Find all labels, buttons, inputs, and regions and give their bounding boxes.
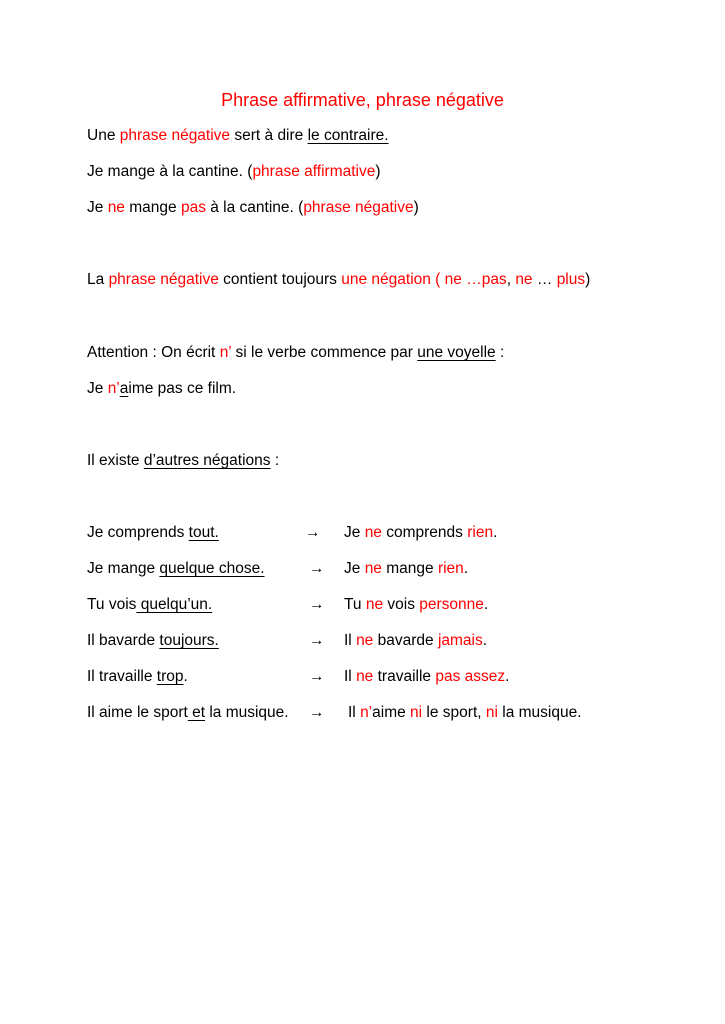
table-row-2-right: [344, 559, 468, 579]
highlight: phrase négative: [303, 199, 414, 216]
table-row-5-right: [344, 667, 509, 687]
text: Il: [348, 704, 361, 721]
table-row-6-right: [348, 703, 582, 723]
text: .: [493, 524, 498, 541]
table-row-3-left: [87, 595, 212, 615]
underlined-text: a: [119, 380, 129, 397]
text: .: [505, 668, 510, 685]
highlight: n’: [360, 704, 373, 721]
text: travaille: [373, 668, 436, 685]
underlined-text: toujours.: [159, 632, 219, 649]
arrow-icon: →: [309, 668, 325, 685]
underlined-text: le contraire.: [307, 127, 389, 144]
rule-sentence: [87, 270, 590, 290]
text: Je mange à la cantine. (: [87, 163, 253, 180]
example-affirmative: [87, 162, 381, 182]
arrow-icon: →: [309, 596, 325, 613]
text: Il: [344, 668, 357, 685]
text: si le verbe commence par: [231, 344, 418, 361]
text: ): [375, 163, 381, 180]
text: ): [585, 271, 591, 288]
highlight: plus: [556, 271, 586, 288]
text: Il existe: [87, 452, 144, 469]
text: à la cantine. (: [205, 199, 304, 216]
text: .: [482, 632, 488, 649]
arrow-icon: →: [305, 524, 321, 541]
text: ,: [506, 271, 516, 288]
text: ): [413, 199, 419, 216]
text: vois: [383, 596, 420, 613]
underlined-text: quelqu’un.: [136, 596, 213, 613]
highlight: ne: [356, 632, 374, 649]
highlight: jamais: [437, 632, 483, 649]
text: .: [463, 560, 469, 577]
table-row-2-left: [87, 559, 265, 579]
text: Je: [344, 524, 365, 541]
table-row-3-right: [344, 595, 488, 615]
text: mange: [381, 560, 438, 577]
text: aime: [372, 704, 411, 721]
text: ime pas ce film.: [128, 380, 237, 397]
text: …: [532, 271, 557, 288]
arrow-icon: →: [309, 704, 325, 721]
page-title: Phrase affirmative, phrase négative: [221, 90, 504, 110]
text: la musique.: [205, 704, 289, 721]
table-row-5-left: [87, 667, 188, 687]
text: .: [183, 668, 188, 685]
highlight: n’: [107, 380, 120, 397]
text: Je: [87, 199, 108, 216]
arrow-icon: →: [309, 632, 325, 649]
other-negations-heading: [87, 451, 279, 471]
highlight: ne: [364, 524, 382, 541]
highlight: ne: [107, 199, 125, 216]
text: :: [270, 452, 280, 469]
table-row-1-right: [344, 523, 497, 543]
highlight: phrase affirmative: [252, 163, 376, 180]
underlined-text: quelque chose.: [159, 560, 265, 577]
text: comprends: [381, 524, 468, 541]
text: la musique.: [497, 704, 582, 721]
highlight: personne: [419, 596, 484, 613]
underlined-text: tout.: [188, 524, 219, 541]
text: contient toujours: [218, 271, 342, 288]
highlight: ni: [485, 704, 498, 721]
text: mange: [124, 199, 181, 216]
highlight: phrase négative: [119, 127, 231, 144]
text: Tu vois: [87, 596, 137, 613]
highlight: rien: [437, 560, 464, 577]
highlight: ni: [410, 704, 423, 721]
highlight: pas: [180, 199, 206, 216]
text: Tu: [344, 596, 366, 613]
text: sert à dire: [230, 127, 308, 144]
intro-sentence: [87, 126, 389, 146]
text: Il: [344, 632, 357, 649]
underlined-text: trop: [156, 668, 184, 685]
highlight: ne: [515, 271, 533, 288]
text: Je comprends: [87, 524, 189, 541]
text: bavarde: [373, 632, 438, 649]
highlight: phrase négative: [108, 271, 219, 288]
underlined-text: et: [187, 704, 206, 721]
text: Une: [87, 127, 120, 144]
highlight: rien: [467, 524, 494, 541]
attention-sentence: [87, 343, 504, 363]
text: :: [495, 344, 505, 361]
text: Je mange: [87, 560, 160, 577]
highlight: ne: [364, 560, 382, 577]
text: Je: [87, 380, 108, 397]
text: Je: [344, 560, 365, 577]
table-row-6-left: [87, 703, 289, 723]
highlight: ne: [356, 668, 374, 685]
underlined-text: d’autres négations: [143, 452, 271, 469]
highlight: une négation ( ne …pas: [341, 271, 507, 288]
text: .: [483, 596, 489, 613]
highlight: ne: [365, 596, 384, 613]
text: Il aime le sport: [87, 704, 188, 721]
text: Il travaille: [87, 668, 157, 685]
text: Il bavarde: [87, 632, 160, 649]
table-row-1-left: [87, 523, 219, 543]
underlined-text: une voyelle: [417, 344, 496, 361]
highlight: n’: [219, 344, 232, 361]
table-row-4-left: [87, 631, 219, 651]
arrow-icon: →: [309, 560, 325, 577]
table-row-4-right: [344, 631, 487, 651]
text: La: [87, 271, 109, 288]
text: Attention : On écrit: [87, 344, 220, 361]
example-negative: [87, 198, 419, 218]
highlight: pas assez: [435, 668, 506, 685]
text: le sport,: [422, 704, 486, 721]
example-elision: [87, 379, 236, 399]
